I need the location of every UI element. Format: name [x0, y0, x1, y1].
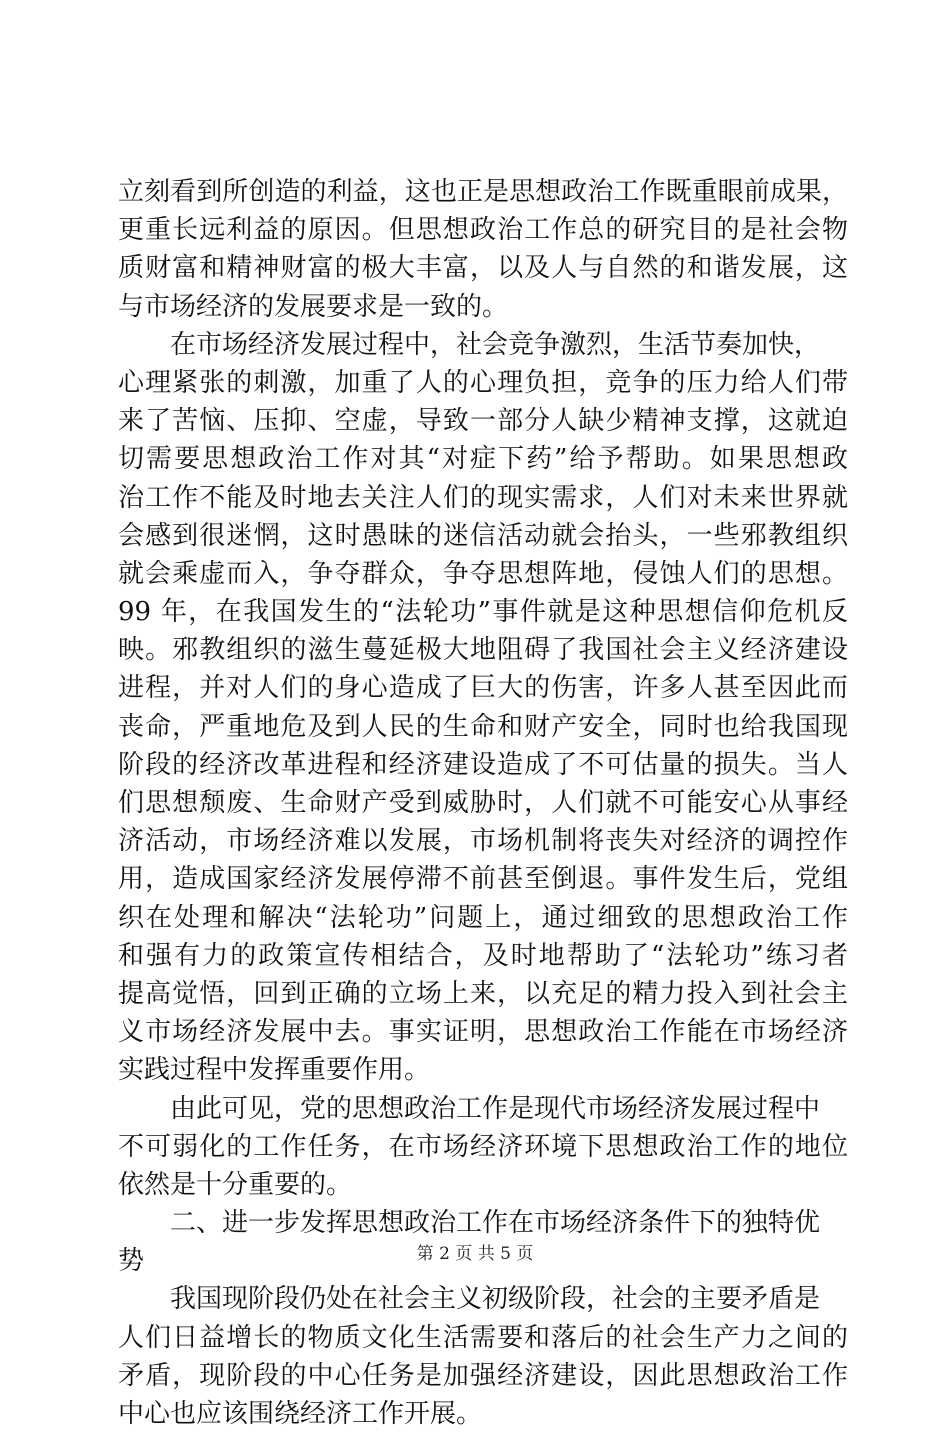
text-line: 们思想颓废、生命财产受到威胁时，人们就不可能安心从事经: [118, 788, 848, 818]
page-footer: 第 2 页 共 5 页: [416, 1244, 534, 1264]
text-line: 治工作不能及时地去关注人们的现实需求，人们对未来世界就: [118, 482, 848, 513]
text-line: 势: [118, 1246, 145, 1277]
text-line: 丧命，严重地危及到人民的生命和财产安全，同时也给我国现: [118, 711, 848, 742]
text-line: 不可弱化的工作任务，在市场经济环境下思想政治工作的地位: [118, 1131, 848, 1162]
text-line: 济活动，市场经济难以发展，市场机制将丧失对经济的调控作: [118, 826, 848, 857]
text-line: 心理紧张的刺激，加重了人的心理负担，竞争的压力给人们带: [118, 367, 848, 398]
text-line: 提高觉悟，回到正确的立场上来，以充足的精力投入到社会主: [118, 978, 848, 1009]
text-line: 我国现阶段仍处在社会主义初级阶段，社会的主要矛盾是: [170, 1284, 821, 1315]
text-line: 立刻看到所创造的利益，这也正是思想政治工作既重眼前成果，: [118, 177, 848, 207]
text-line: 阶段的经济改革进程和经济建设造成了不可估量的损失。当人: [118, 749, 848, 780]
text-line: 织在处理和解决“法轮功”问题上，通过细致的思想政治工作: [118, 902, 848, 933]
text-line: 在市场经济发展过程中，社会竞争激烈，生活节奏加快，: [170, 329, 821, 360]
text-line: 矛盾，现阶段的中心任务是加强经济建设，因此思想政治工作: [118, 1360, 848, 1391]
text-line: 来了苦恼、压抑、空虚，导致一部分人缺少精神支撑，这就迫: [118, 406, 848, 437]
text-line: 由此可见，党的思想政治工作是现代市场经济发展过程中: [170, 1093, 821, 1124]
text-line: 更重长远利益的原因。但思想政治工作总的研究目的是社会物: [118, 215, 848, 246]
text-line: 和强有力的政策宣传相结合，及时地帮助了“法轮功”练习者: [118, 940, 848, 971]
text-line: 人们日益增长的物质文化生活需要和落后的社会生产力之间的: [118, 1322, 848, 1353]
text-line: 实践过程中发挥重要作用。: [118, 1055, 431, 1086]
text-line: 二、进一步发挥思想政治工作在市场经济条件下的独特优: [170, 1208, 821, 1239]
text-line: 切需要思想政治工作对其“对症下药”给予帮助。如果思想政: [118, 444, 848, 475]
text-line: 用，造成国家经济发展停滞不前甚至倒退。事件发生后，党组: [118, 864, 848, 895]
text-line: 进程，并对人们的身心造成了巨大的伤害，许多人甚至因此而: [118, 673, 848, 704]
text-line: 映。邪教组织的滋生蔓延极大地阻碍了我国社会主义经济建设: [118, 635, 848, 666]
text-line: 会感到很迷惘，这时愚昧的迷信活动就会抬头，一些邪教组织: [118, 520, 848, 551]
text-line: 就会乘虚而入，争夺群众，争夺思想阵地，侵蚀人们的思想。: [118, 558, 848, 589]
text-line: 中心也应该围绕经济工作开展。: [118, 1399, 483, 1429]
text-line: 质财富和精神财富的极大丰富，以及人与自然的和谐发展，这: [118, 253, 848, 284]
text-line: 义市场经济发展中去。事实证明，思想政治工作能在市场经济: [118, 1017, 848, 1048]
text-line: 99 年，在我国发生的“法轮功”事件就是这种思想信仰危机反: [118, 597, 848, 628]
text-line: 依然是十分重要的。: [118, 1169, 353, 1200]
text-line: 与市场经济的发展要求是一致的。: [118, 291, 509, 322]
